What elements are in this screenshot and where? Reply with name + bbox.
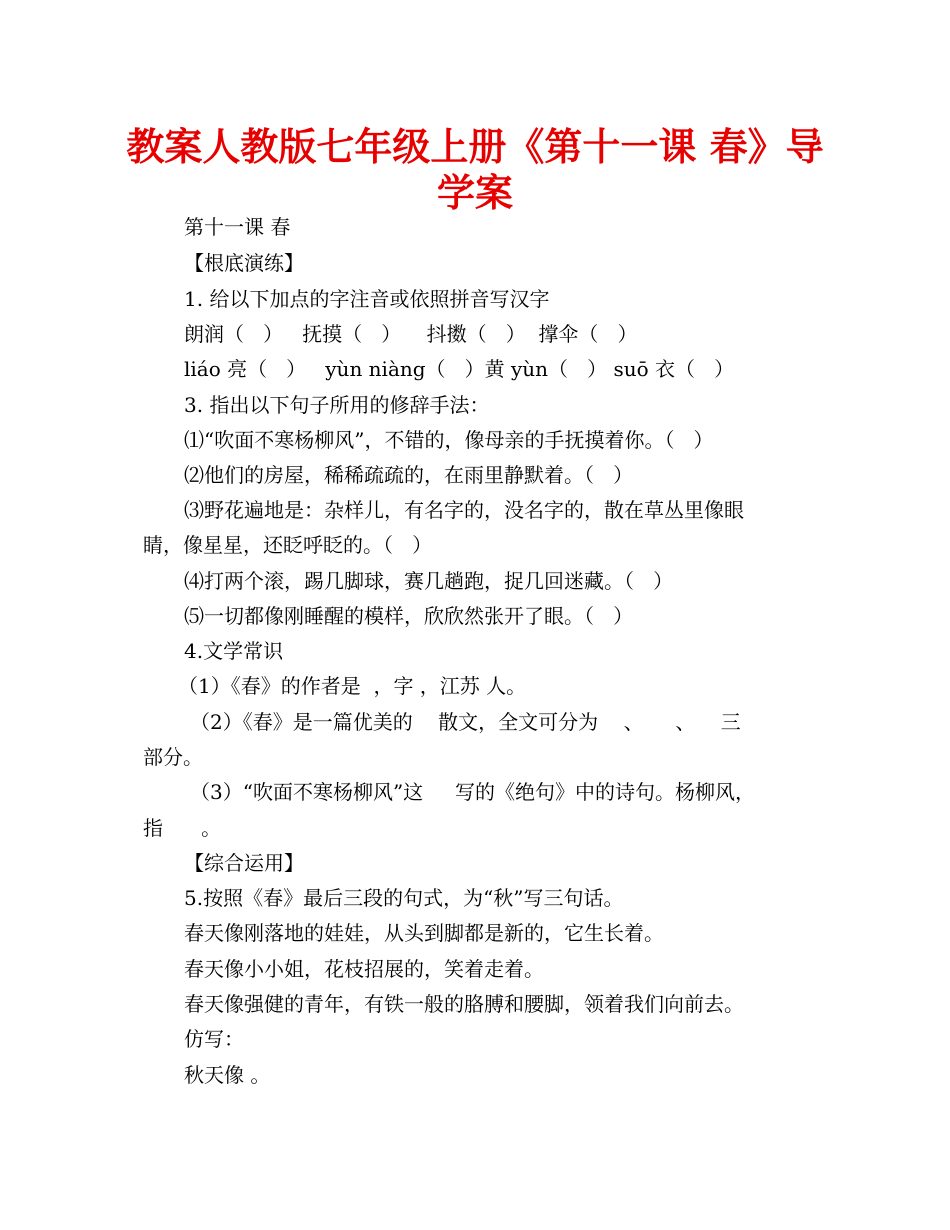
question-3: 3. 指出以下句子所用的修辞手法： — [184, 393, 490, 417]
question-1-words: 朗润（ ） 抚摸（ ） 抖擞（ ） 撑伞（ ） — [184, 322, 638, 346]
imitate-line: 秋天像 。 — [184, 1063, 271, 1087]
question-4-item-2-line-1: （2）《春》是一篇优美的 散文，全文可分为 、 、 三 — [190, 710, 741, 734]
section-apply-heading: 【综合运用】 — [184, 851, 304, 875]
document-title-line-1: 教案人教版七年级上册《第十一课 春》导 — [126, 125, 824, 169]
question-1: 1. 给以下加点的字注音或依照拼音写汉字 — [184, 287, 550, 311]
imitate-label: 仿写： — [184, 1027, 244, 1051]
question-5-sentence-3: 春天像强健的青年，有铁一般的胳膊和腰脚，领着我们向前去。 — [184, 992, 744, 1016]
question-3-item-4: ⑷打两个滚，踢几脚球，赛几趟跑，捉几回迷藏。（ ） — [184, 569, 674, 593]
question-3-item-2: ⑵他们的房屋，稀稀疏疏的，在雨里静默着。（ ） — [184, 463, 634, 487]
document-title-line-2: 学案 — [436, 171, 513, 215]
question-5-sentence-1: 春天像刚落地的娃娃，从头到脚都是新的，它生长着。 — [184, 921, 664, 945]
question-1-pinyin: liáo 亮（ ） yùn niàng（ ）黄 yùn（ ） suō 衣（ ） — [184, 357, 735, 381]
lesson-heading: 第十一课 春 — [184, 215, 291, 239]
question-5-sentence-2: 春天像小小姐，花枝招展的，笑着走着。 — [184, 957, 544, 981]
question-5: 5.按照《春》最后三段的句式，为“秋”写三句话。 — [184, 886, 624, 910]
question-4-item-3-line-2: 指 。 — [143, 816, 222, 840]
question-3-item-3-line-1: ⑶野花遍地是：杂样儿，有名字的，没名字的，散在草丛里像眼 — [184, 498, 744, 522]
question-3-item-1: ⑴“吹面不寒杨柳风”，不错的，像母亲的手抚摸着你。（ ） — [184, 428, 714, 452]
question-4-item-3-line-1: （3）“吹面不寒杨柳风”这 写的《绝句》中的诗句。杨柳风， — [190, 780, 755, 804]
question-3-item-5: ⑸一切都像刚睡醒的模样，欣欣然张开了眼。（ ） — [184, 604, 634, 628]
question-4-item-1: （1）《春》的作者是 ，字 ，江苏 人。 — [178, 674, 527, 698]
question-3-item-3-line-2: 睛，像星星，还眨呼眨的。（ ） — [143, 533, 433, 557]
question-4-item-2-line-2: 部分。 — [143, 745, 203, 769]
section-basic-heading: 【根底演练】 — [184, 251, 304, 275]
question-4: 4.文学常识 — [184, 639, 284, 663]
